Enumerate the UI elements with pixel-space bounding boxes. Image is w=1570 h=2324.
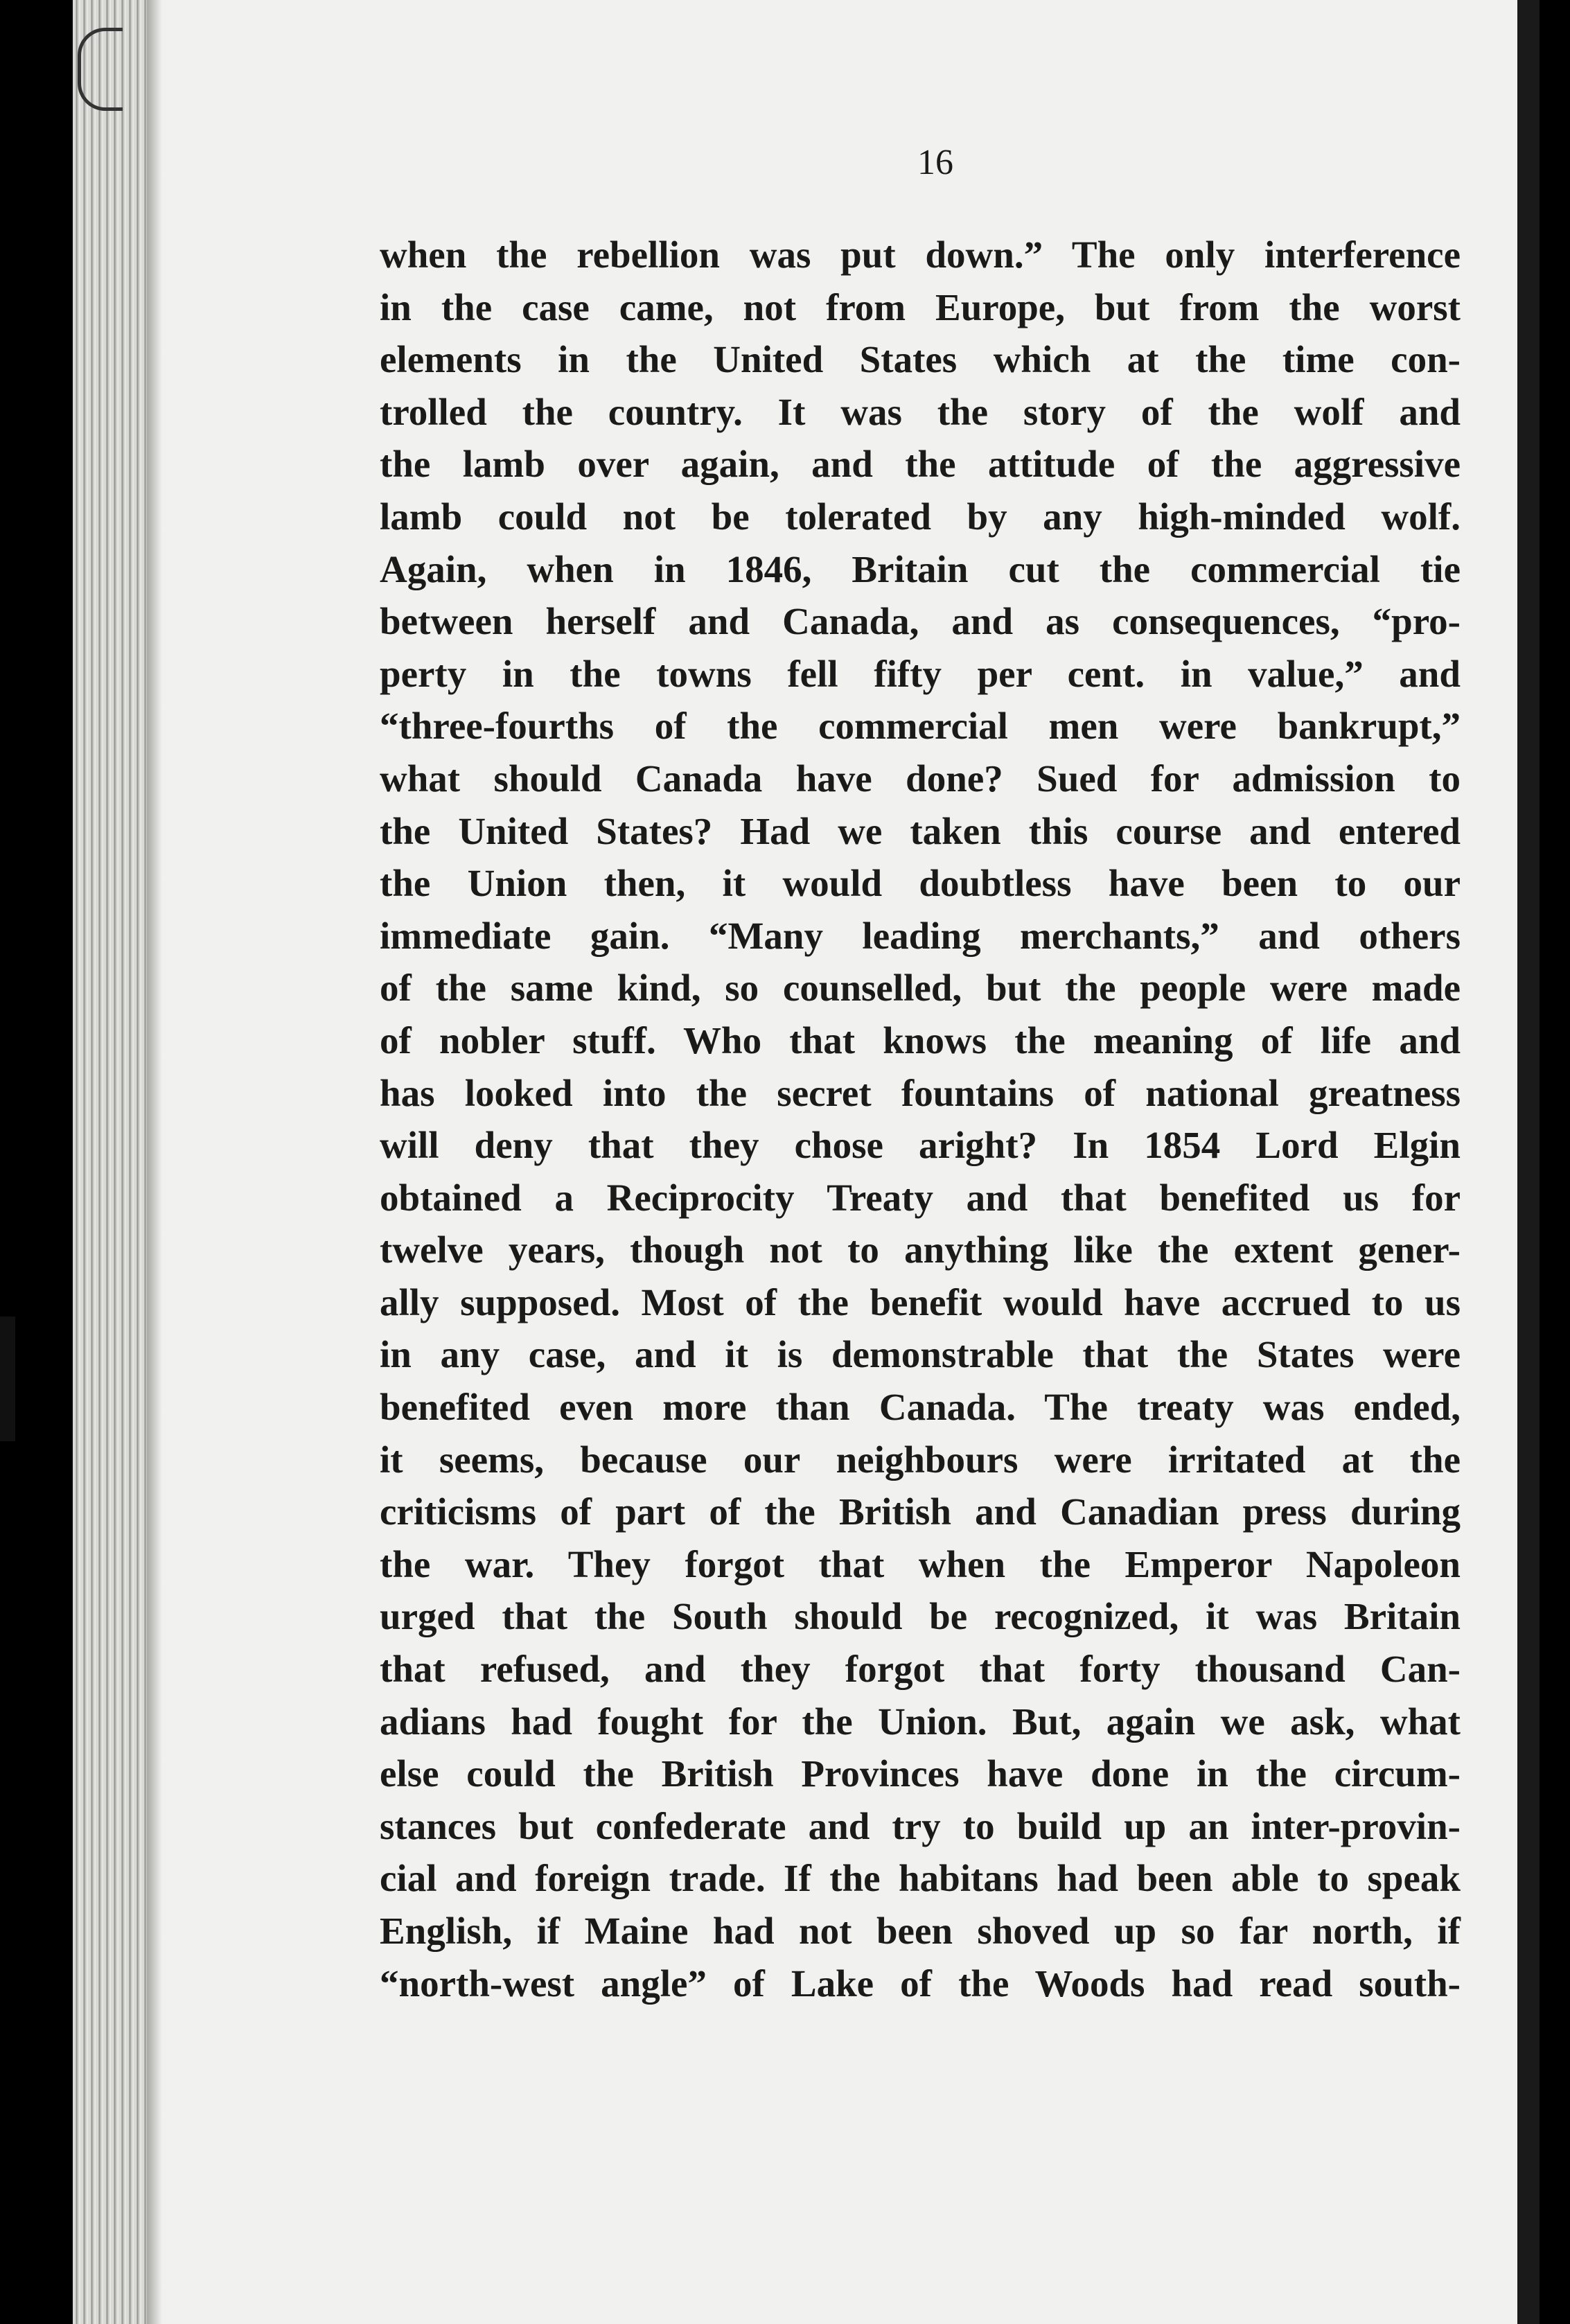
text-line: ally supposed. Most of the benefit would have accrued to us bbox=[380, 1280, 1461, 1323]
text-line: in the case came, not from Europe, but from the worst bbox=[380, 285, 1461, 328]
text-line: immediate gain. “Many leading merchants,” and others bbox=[380, 914, 1461, 957]
body-text bbox=[380, 229, 1461, 2009]
text-line: trolled the country. It was the story of the wolf and bbox=[380, 390, 1461, 433]
text-line: in any case, and it is demonstrable that the States were bbox=[380, 1333, 1461, 1376]
text-line: perty in the towns fell fifty per cent. in value,” and bbox=[380, 652, 1461, 695]
text-line: criticisms of part of the British and Canadian press during bbox=[380, 1490, 1461, 1533]
text-line: will deny that they chose aright? In 1854 Lord Elgin bbox=[380, 1124, 1461, 1167]
text-line: Again, when in 1846, Britain cut the commercial tie bbox=[380, 547, 1461, 590]
clip-mark-icon bbox=[78, 28, 123, 111]
text-line: that refused, and they forgot that forty thousand Can- bbox=[380, 1648, 1461, 1691]
text-line: the United States? Had we taken this course and entered bbox=[380, 809, 1461, 852]
text-line: adians had fought for the Union. But, again we ask, what bbox=[380, 1700, 1461, 1743]
text-line: cial and foreign trade. If the habitans had been able to speak bbox=[380, 1857, 1461, 1900]
text-line: stances but confederate and try to build up an inter-provin- bbox=[380, 1804, 1461, 1847]
text-line: English, if Maine had not been shoved up so far north, if bbox=[380, 1910, 1461, 1952]
text-line: it seems, because our neighbours were irritated at the bbox=[380, 1438, 1461, 1481]
text-line: the lamb over again, and the attitude of the aggressive bbox=[380, 443, 1461, 486]
text-line: the war. They forgot that when the Emperor Napoleon bbox=[380, 1542, 1461, 1585]
text-line: of the same kind, so counselled, but the people were made bbox=[380, 967, 1461, 1010]
text-line: urged that the South should be recognized, it was Britain bbox=[380, 1595, 1461, 1638]
text-line: obtained a Reciprocity Treaty and that benefited us for bbox=[380, 1176, 1461, 1219]
text-line: “north-west angle” of Lake of the Woods had read south- bbox=[380, 1962, 1461, 2005]
text-line: what should Canada have done? Sued for admission to bbox=[380, 757, 1461, 800]
page-number: 16 bbox=[917, 143, 953, 182]
text-line: benefited even more than Canada. The treaty was ended, bbox=[380, 1386, 1461, 1429]
book-binding bbox=[73, 0, 149, 2324]
paper-right-edge bbox=[1517, 0, 1540, 2324]
text-line: elements in the United States which at the time con- bbox=[380, 338, 1461, 381]
text-line: has looked into the secret fountains of national greatness bbox=[380, 1071, 1461, 1114]
page-edge-tab bbox=[0, 1317, 15, 1441]
text-line: of nobler stuff. Who that knows the meaning of life and bbox=[380, 1019, 1461, 1062]
text-line: lamb could not be tolerated by any high-minded wolf. bbox=[380, 495, 1461, 538]
binding-shadow bbox=[147, 0, 162, 2324]
text-line: when the rebellion was put down.” The only interference bbox=[380, 234, 1461, 276]
text-line: between herself and Canada, and as consequences, “pro- bbox=[380, 600, 1461, 643]
text-line: the Union then, it would doubtless have been to our bbox=[380, 862, 1461, 905]
text-line: else could the British Provinces have done in the circum- bbox=[380, 1752, 1461, 1795]
text-line: “three-fourths of the commercial men were bankrupt,” bbox=[380, 705, 1461, 748]
text-line: twelve years, though not to anything like the extent gener- bbox=[380, 1229, 1461, 1271]
